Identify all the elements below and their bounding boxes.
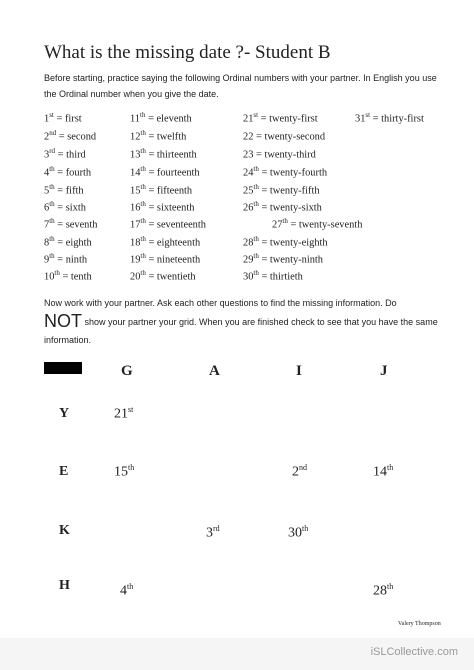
grid-cell-k-i: 30th (288, 524, 309, 541)
ordinal-item: 24th = twenty-fourth (243, 165, 328, 179)
page-title: What is the missing date ?- Student B (44, 42, 331, 63)
ordinal-item: 9th = ninth (44, 252, 88, 266)
ordinal-item: 1st = first (44, 111, 82, 125)
ordinal-item: 18th = eighteenth (130, 235, 201, 249)
grid-cell-e-g: 15th (114, 463, 135, 480)
ordinal-item: 15th = fifteenth (130, 183, 193, 197)
ordinal-item: 25th = twenty-fifth (243, 183, 320, 197)
ordinal-item: 19th = nineteenth (130, 252, 201, 266)
not-emphasis: NOT (44, 311, 82, 331)
ordinal-item: 4th = fourth (44, 165, 92, 179)
author-credit: Valery Thompson (398, 621, 441, 627)
ordinal-item: 23 = twenty-third (243, 149, 316, 161)
grid-cell-k-a: 3rd (206, 524, 220, 541)
ordinal-item: 17th = seventeenth (130, 217, 206, 231)
ordinal-item: 11th = eleventh (130, 111, 192, 125)
ordinal-item: 10th = tenth (44, 269, 92, 283)
ordinal-item: 14th = fourteenth (130, 165, 200, 179)
ordinal-item: 7th = seventh (44, 217, 98, 231)
ordinal-item: 28th = twenty-eighth (243, 235, 328, 249)
ordinal-item: 13th = thirteenth (130, 147, 197, 161)
row-header: H (59, 578, 70, 593)
ordinal-item: 27th = twenty-seventh (272, 217, 363, 231)
ordinal-item: 6th = sixth (44, 200, 86, 214)
ordinal-item: 16th = sixteenth (130, 200, 195, 214)
ordinal-item: 8th = eighth (44, 235, 92, 249)
grid-cell-h-j: 28th (373, 582, 394, 599)
ordinal-item: 21st = twenty-first (243, 111, 318, 125)
grid-cell-e-i: 2nd (292, 463, 307, 480)
ordinal-item: 3rd = third (44, 147, 86, 161)
ordinal-item: 2nd = second (44, 129, 97, 143)
column-header: G (121, 363, 133, 379)
grid-cell-y-g: 21st (114, 405, 134, 422)
column-header: A (209, 363, 220, 379)
ordinal-item: 20th = twentieth (130, 269, 196, 283)
ordinal-item: 12th = twelfth (130, 129, 187, 143)
grid-cell-h-g: 4th (120, 582, 134, 599)
footer-watermark: iSLCollective.com (370, 646, 458, 658)
ordinal-item: 26th = twenty-sixth (243, 200, 322, 214)
row-header: K (59, 523, 70, 538)
instructions-paragraph: Now work with your partner. Ask each other questions to find the missing information. Do NOT show your partner your grid. When you are finished check to see that you have the same information. (44, 298, 438, 345)
ordinal-item: 22 = twenty-second (243, 131, 326, 143)
ordinal-item: 5th = fifth (44, 183, 84, 197)
row-header: E (59, 464, 69, 479)
intro-paragraph: Before starting, practice saying the following Ordinal numbers with your partner. In English you use the Ordinal number when you give the date. (44, 73, 437, 99)
ordinal-item: 30th = thirtieth (243, 269, 303, 283)
row-header: Y (59, 406, 70, 421)
column-header: J (380, 363, 388, 379)
column-header: I (296, 363, 302, 379)
ordinal-item: 29th = twenty-ninth (243, 252, 324, 266)
ordinal-item: 31st = thirty-first (355, 111, 424, 125)
grid-cell-e-j: 14th (373, 463, 394, 480)
grid-corner-block (44, 362, 82, 374)
